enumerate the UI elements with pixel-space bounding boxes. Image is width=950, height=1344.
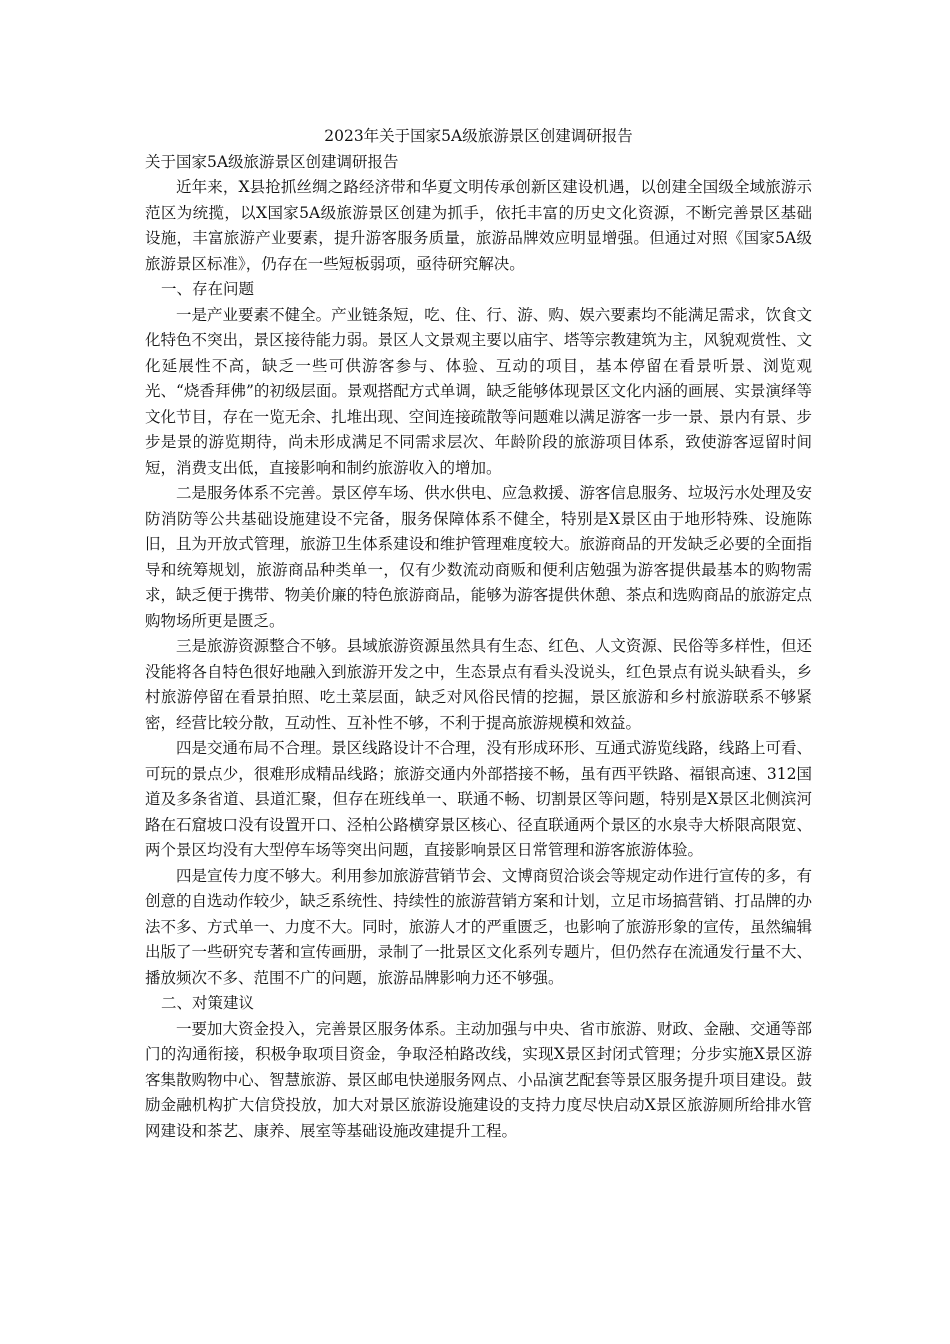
problem-paragraph-3: 三是旅游资源整合不够。县域旅游资源虽然具有生态、红色、人文资源、民俗等多样性，但还没能将各自特色很好地融入到旅游开发之中，生态景点有看头没说头，红色景点有说头缺看头，乡村旅游停留在看景拍照、吃土菜层面，缺乏对风俗民情的挖掘，景区旅游和乡村旅游联系不够紧密，经营比较分散，互动性、互补性不够，不利于提高旅游规模和效益。	[145, 637, 812, 732]
problem-paragraph-4: 四是交通布局不合理。景区线路设计不合理，没有形成环形、互通式游览线路，线路上可看、可玩的景点少，很难形成精品线路；旅游交通内外部搭接不畅，虽有西平铁路、福银高速、312国道及多条省道、县道汇聚，但存在班线单一、联通不畅、切割景区等问题，特别是X景区北侧滨河路在石窟坡口没有设置开口、泾柏公路横穿景区核心、径直联通两个景区的水泉寺大桥限高限宽、两个景区均没有大型停车场等突出问题，直接影响景区日常管理和游客旅游体验。	[145, 739, 812, 859]
suggestion-paragraph-1: 一要加大资金投入，完善景区服务体系。主动加强与中央、省市旅游、财政、金融、交通等部门的沟通衔接，积极争取项目资金，争取泾柏路改线，实现X景区封闭式管理；分步实施X景区游客集散购物中心、智慧旅游、景区邮电快递服务网点、小品演艺配套等景区服务提升项目建设。鼓励金融机构扩大信贷投放，加大对景区旅游设施建设的支持力度尽快启动X景区旅游厕所给排水管网建设和茶艺、康养、展室等基础设施改建提升工程。	[145, 1019, 812, 1140]
problem-paragraph-1: 一是产业要素不健全。产业链条短，吃、住、行、游、购、娱六要素均不能满足需求，饮食文化特色不突出，景区接待能力弱。景区人文景观主要以庙宇、塔等宗教建筑为主，风貌观赏性、文化延展性不高，缺乏一些可供游客参与、体验、互动的项目，基本停留在看景听景、浏览观光、“烧香拜佛”的初级层面。景观搭配方式单调，缺乏能够体现景区文化内涵的画展、实景演绎等文化节目，存在一览无余、扎堆出现、空间连接疏散等问题难以满足游客一步一景、景内有景、步步是景的游览期待，尚未形成满足不同需求层次、年龄阶段的旅游项目体系，致使游客逗留时间短，消费支出低，直接影响和制约旅游收入的增加。	[145, 305, 812, 477]
intro-paragraph: 近年来，X县抢抓丝绸之路经济带和华夏文明传承创新区建设机遇，以创建全国级全域旅游示范区为统揽，以X国家5A级旅游景区创建为抓手，依托丰富的历史文化资源，不断完善景区基础设施，丰富旅游产业要素，提升游客服务质量，旅游品牌效应明显增强。但通过对照《国家5A级旅游景区标准》，仍存在一些短板弱项，亟待研究解决。	[145, 178, 812, 273]
document-title: 2023年关于国家5A级旅游景区创建调研报告	[324, 127, 633, 145]
document-subtitle: 关于国家5A级旅游景区创建调研报告	[145, 152, 399, 171]
problem-paragraph-2: 二是服务体系不完善。景区停车场、供水供电、应急救援、游客信息服务、垃圾污水处理及安防消防等公共基础设施建设不完备，服务保障体系不健全，特别是X景区由于地形特殊、设施陈旧，且为开放式管理，旅游卫生体系建设和维护管理难度较大。旅游商品的开发缺乏必要的全面指导和统筹规划，旅游商品种类单一，仅有少数流动商贩和便利店勉强为游客提供最基本的购物需求，缺乏便于携带、物美价廉的特色旅游商品，能够为游客提供休憩、茶点和选购商品的旅游定点购物场所更是匮乏。	[145, 484, 812, 630]
problem-paragraph-5: 四是宣传力度不够大。利用参加旅游营销节会、文博商贸洽谈会等规定动作进行宣传的多，有创意的自选动作较少，缺乏系统性、持续性的旅游营销方案和计划，立足市场搞营销、打品牌的办法不多、方式单一、力度不大。同时，旅游人才的严重匮乏，也影响了旅游形象的宣传，虽然编辑出版了一些研究专著和宣传画册，录制了一批景区文化系列专题片，但仍然存在流通发行量不大、播放频次不多、范围不广的问题，旅游品牌影响力还不够强。	[145, 866, 812, 987]
section-heading-problems: 一、存在问题	[161, 280, 255, 298]
section-heading-suggestions: 二、对策建议	[161, 994, 255, 1012]
document-page	[145, 124, 812, 1144]
